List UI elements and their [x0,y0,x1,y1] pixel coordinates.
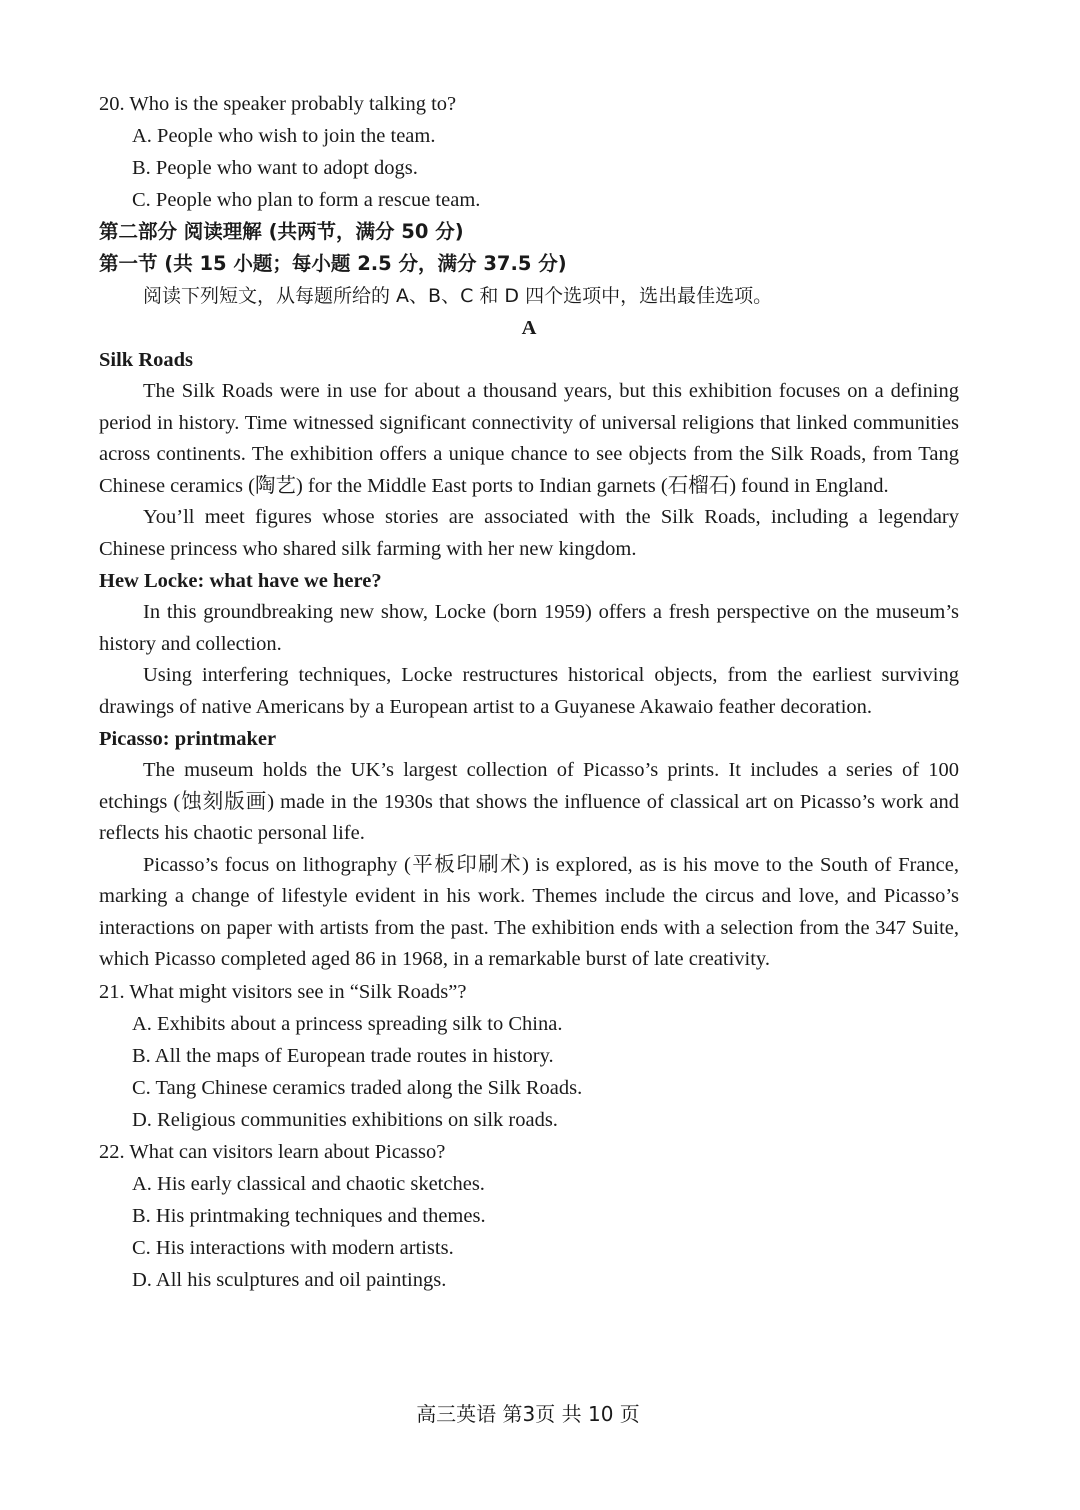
silk-roads-heading: Silk Roads [99,349,194,371]
question-22-option-c: C. His interactions with modern artists. [132,1236,454,1259]
picasso-body [99,755,959,976]
question-22-option-d: D. All his sculptures and oil paintings. [132,1268,447,1291]
hew-locke-heading: Hew Locke: what have we here? [99,570,382,592]
exam-page [99,88,959,1296]
silk-roads-paragraph-2: You’ll meet figures whose stories are associated with the Silk Roads, including a legendary Chinese princess who shared silk farming with her new kingdom. [99,506,959,560]
hew-locke-body [99,597,959,723]
question-20-stem: 20. Who is the speaker probably talking to? [99,93,457,115]
picasso-heading: Picasso: printmaker [99,728,277,750]
question-22-option-a: A. His early classical and chaotic sketches. [132,1172,485,1195]
question-21-option-a: A. Exhibits about a princess spreading silk to China. [132,1012,563,1035]
question-22-stem: 22. What can visitors learn about Picasso? [99,1140,446,1163]
silk-roads-body [99,376,959,565]
question-20-option-c: C. People who plan to form a rescue team. [132,189,481,211]
part-title: 第二部分 阅读理解 (共两节，满分 50 分) [99,220,464,243]
passage-letter: A [521,317,537,339]
page-footer: 高三英语 第3页 共 10 页 [416,1402,640,1426]
question-21-option-b: B. All the maps of European trade routes in history. [132,1044,554,1067]
question-21-stem: 21. What might visitors see in “Silk Roads”? [99,980,467,1003]
instruction: 阅读下列短文，从每题所给的 A、B、C 和 D 四个选项中，选出最佳选项。 [143,285,773,307]
picasso-paragraph-2: Picasso’s focus on lithography (平板印刷术) is explored, as is his move to the South of France, marking a change of lifestyle evident in his work. Themes include the circus and love, and Picasso’s interactions on paper with artists from the past. The exhibition ends with a selection from the 347 Suite, which Picasso completed aged 86 in 1968, in a remarkable burst of late creativity. [99,853,959,970]
question-22-option-b: B. His printmaking techniques and themes. [132,1204,486,1227]
question-20-option-b: B. People who want to adopt dogs. [132,157,418,179]
question-20-option-a: A. People who wish to join the team. [132,125,436,147]
picasso-paragraph-1: The museum holds the UK’s largest collection of Picasso’s prints. It includes a series of 100 etchings (蚀刻版画) made in the 1930s that shows the influence of classical art on Picasso’s work and reflects his chaotic personal life. [99,759,959,844]
question-21-option-c: C. Tang Chinese ceramics traded along the Silk Roads. [132,1076,583,1099]
question-21-option-d: D. Religious communities exhibitions on silk roads. [132,1108,558,1131]
silk-roads-paragraph-1: The Silk Roads were in use for about a thousand years, but this exhibition focuses on a defining period in history. Time witnessed significant connectivity of universal religions that linked communities across continents. The exhibition offers a unique chance to see objects from the Silk Roads, from Tang Chinese ceramics (陶艺) for the Middle East ports to Indian garnets (石榴石) found in England. [99,380,959,497]
subsection-title: 第一节 (共 15 小题；每小题 2.5 分，满分 37.5 分) [99,252,567,275]
hew-locke-paragraph-2: Using interfering techniques, Locke restructures historical objects, from the earliest surviving drawings of native Americans by a European artist to a Guyanese Akawaio feather decoration. [99,664,959,718]
hew-locke-paragraph-1: In this groundbreaking new show, Locke (born 1959) offers a fresh perspective on the museum’s history and collection. [99,601,959,655]
